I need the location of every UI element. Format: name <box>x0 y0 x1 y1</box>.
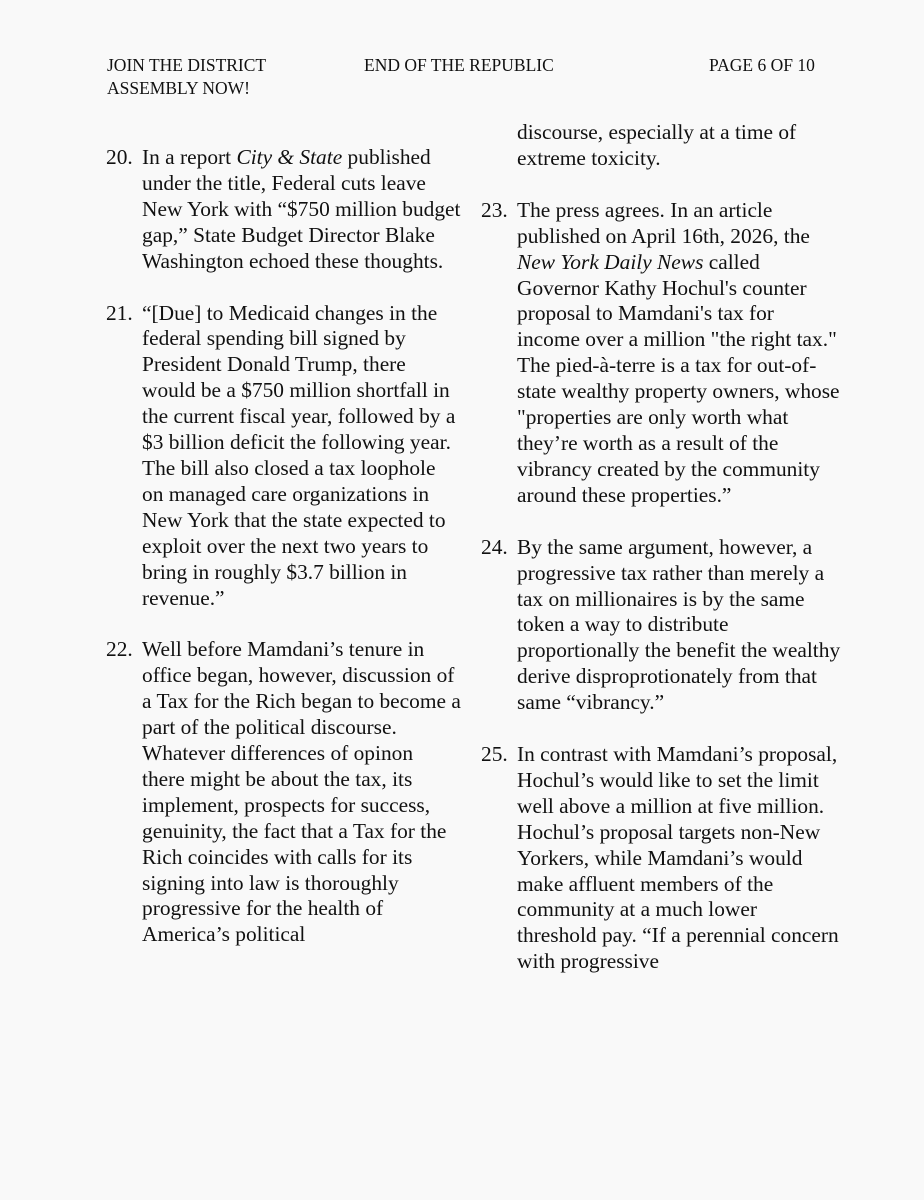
paragraph-23 <box>481 198 841 509</box>
paragraph-text <box>517 198 841 509</box>
paragraph-text: In contrast with Mamdani’s proposal, Hochul’s would like to set the limit well above a million at five million. Hochul’s proposal targets non-New Yorkers, while Mamdani’s would make affluent members of the community at a much lower threshold pay. “If a perennial concern with progressive <box>517 742 839 974</box>
paragraph-24 <box>481 535 841 716</box>
paragraph-number: 22. <box>106 637 133 662</box>
paragraph-22 <box>106 637 461 948</box>
publication-title: City & State <box>236 145 343 169</box>
header-center: END OF THE REPUBLIC <box>364 55 554 75</box>
text-run: called Governor Kathy Hochul's counter proposal to Mamdani's tax for income over a million "the right tax." The pied-à-terre is a tax for out-of-state wealthy property owners, whose "properties are only worth what they’re worth as a result of the vibrancy created by the community around these properties.” <box>517 249 840 507</box>
right-column <box>481 120 841 1001</box>
text-run: published under the title, Federal cuts leave New York with “$750 million budget gap,” State Budget Director Blake Washington echoed these thoughts. <box>142 145 461 273</box>
paragraph-number: 24. <box>481 534 508 559</box>
publication-title: New York Daily News <box>517 249 704 274</box>
paragraph-number: 21. <box>106 300 133 325</box>
paragraph-20 <box>106 145 461 275</box>
paragraph-continuation: discourse, especially at a time of extreme toxicity. <box>517 120 797 170</box>
page-number: PAGE 6 OF 10 <box>709 55 815 75</box>
paragraph-text: By the same argument, however, a progressive tax rather than merely a tax on millionaires is by the same token a way to distribute proportionally the benefit the wealthy derive disproprotionately from that same “vibrancy.” <box>517 534 841 715</box>
paragraph-21 <box>106 301 461 612</box>
header-left: JOIN THE DISTRICT ASSEMBLY NOW! <box>107 55 266 98</box>
paragraph-number: 25. <box>481 742 508 767</box>
text-run: In a report <box>142 145 237 169</box>
left-column <box>106 120 461 974</box>
paragraph-text: “[Due] to Medicaid changes in the federal spending bill signed by President Donald Trump, there would be a $750 million shortfall in the current fiscal year, followed by a $3 billion deficit the following year. The bill also closed a tax loophole on managed care organizations in New York that the state expected to exploit over the next two years to bring in roughly $3.7 billion in revenue.” <box>142 300 456 610</box>
paragraph-number: 23. <box>481 197 508 222</box>
text-run: The press agrees. In an article published on April 16th, 2026, the <box>517 197 810 248</box>
paragraph-25 <box>481 742 841 975</box>
paragraph-number: 20. <box>106 145 133 169</box>
paragraph-text <box>142 145 461 275</box>
paragraph-text: Well before Mamdani’s tenure in office began, however, discussion of a Tax for the Rich began to become a part of the political discourse. Whatever differences of opinon there might be about the tax, its implement, prospects for success, genuinity, the fact that a Tax for the Rich coincides with calls for its signing into law is thoroughly progressive for the health of America’s political <box>142 637 461 947</box>
